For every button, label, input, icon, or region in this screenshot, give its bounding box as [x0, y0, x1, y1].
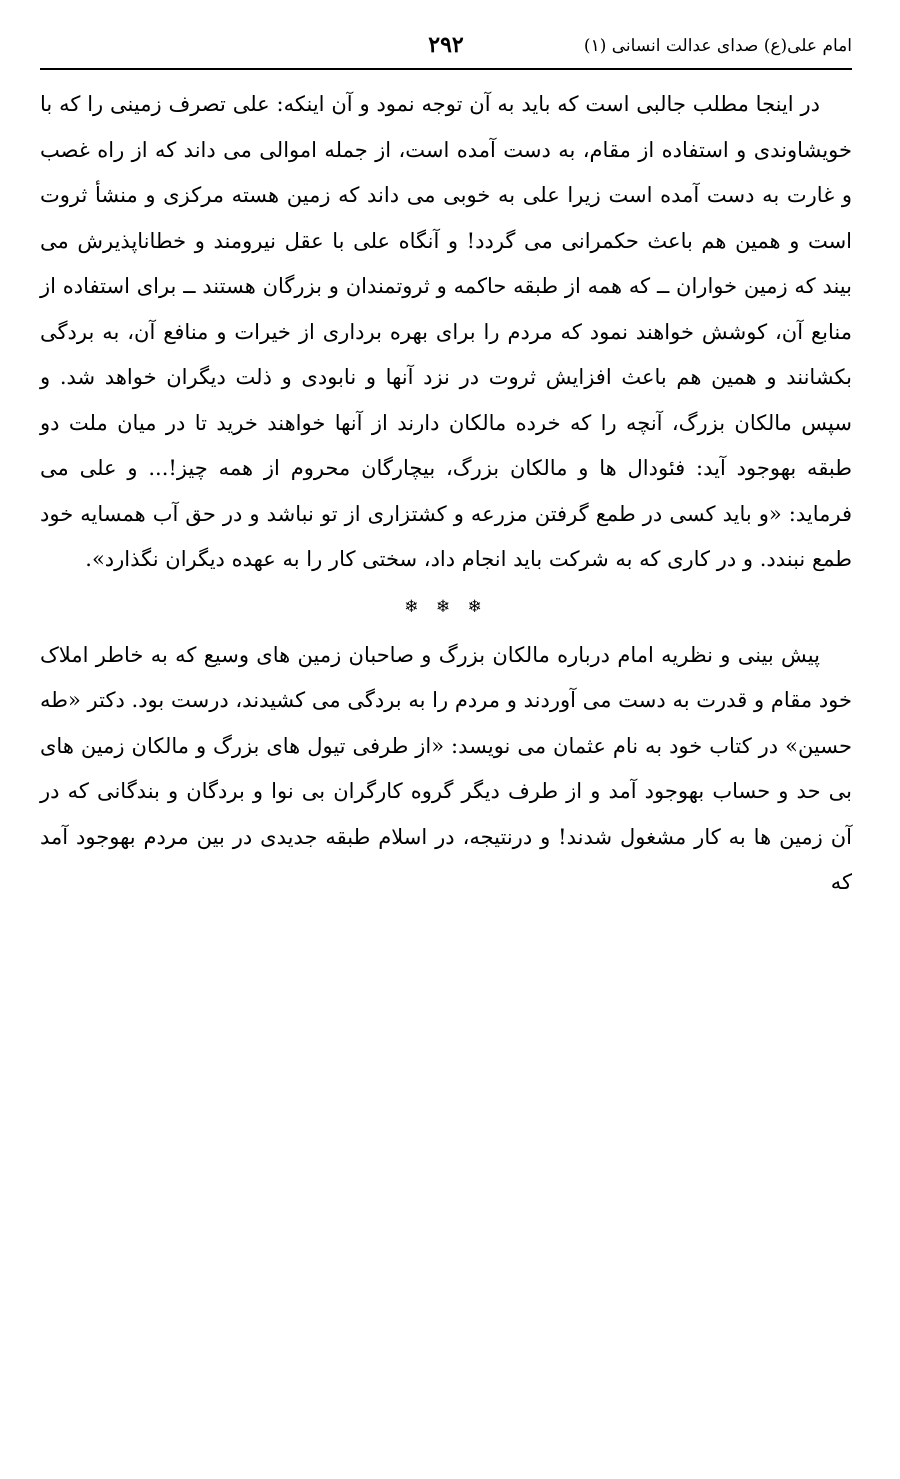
running-title: امام علی(ع) صدای عدالت انسانی (۱)	[583, 36, 852, 56]
page-header	[40, 30, 852, 70]
paragraph-2: پیش بینی و نظریه امام درباره مالکان بزرگ و صاحبان زمین های وسیع که به خاطر املاک خود مقام و قدرت به دست می آوردند و مردم را به بردگی می کشیدند، درست بود. دکتر «طه حسین» در کتاب خود به نام عثمان می نویسد: «از طرفی تیول های بزرگ و مالکان زمین های بی حد و حساب بهوجود آمد و از طرف دیگر گروه کارگران بی نوا و بردگان و بندگانی که در آن زمین ها به کار مشغول شدند! و درنتیجه، در اسلام طبقه جدیدی در بین مردم بهوجود آمد که	[40, 642, 852, 894]
section-separator: ❄ ❄ ❄	[404, 596, 488, 617]
page-number: ۲۹۲	[428, 32, 464, 58]
paragraph-1: در اینجا مطلب جالبی است که باید به آن توجه نمود و آن اینکه: علی تصرف زمینی را که با خویشاوندی و استفاده از مقام، به دست آمده است، از جمله اموالی می داند که از راه غصب و غارت به دست آمده است زیرا علی به خوبی می داند که زمین هسته مرکزی و منشأ ثروت است و همین هم باعث حکمرانی می گردد! و آنگاه علی با عقل نیرومند و خطاناپذیرش می بیند که زمین خواران ــ که همه از طبقه حاکمه و ثروتمندان و بزرگان هستند ــ برای استفاده از منابع آن، کوشش خواهند نمود که مردم را برای بهره برداری از خیرات و منافع آن، به بردگی بکشانند و همین هم باعث افزایش ثروت در نزد آنها و نابودی و ذلت دیگران خواهد شد. و سپس مالکان بزرگ، آنچه را که خرده مالکان دارند از آنها خواهند خرید تا در میان ملت دو طبقه بهوجود آید: فئودال ها و مالکان بزرگ، بیچارگان محروم از همه چیز!... و علی می فرماید: «و باید کسی در طمع گرفتن مزرعه و کشتزاری از تو نباشد و در حق آب همسایه خود طمع نبندد. و در کاری که به شرکت باید انجام داد، سختی کار را به عهده دیگران نگذارد».	[40, 92, 852, 571]
body-text	[40, 82, 852, 906]
document-page	[40, 30, 852, 906]
